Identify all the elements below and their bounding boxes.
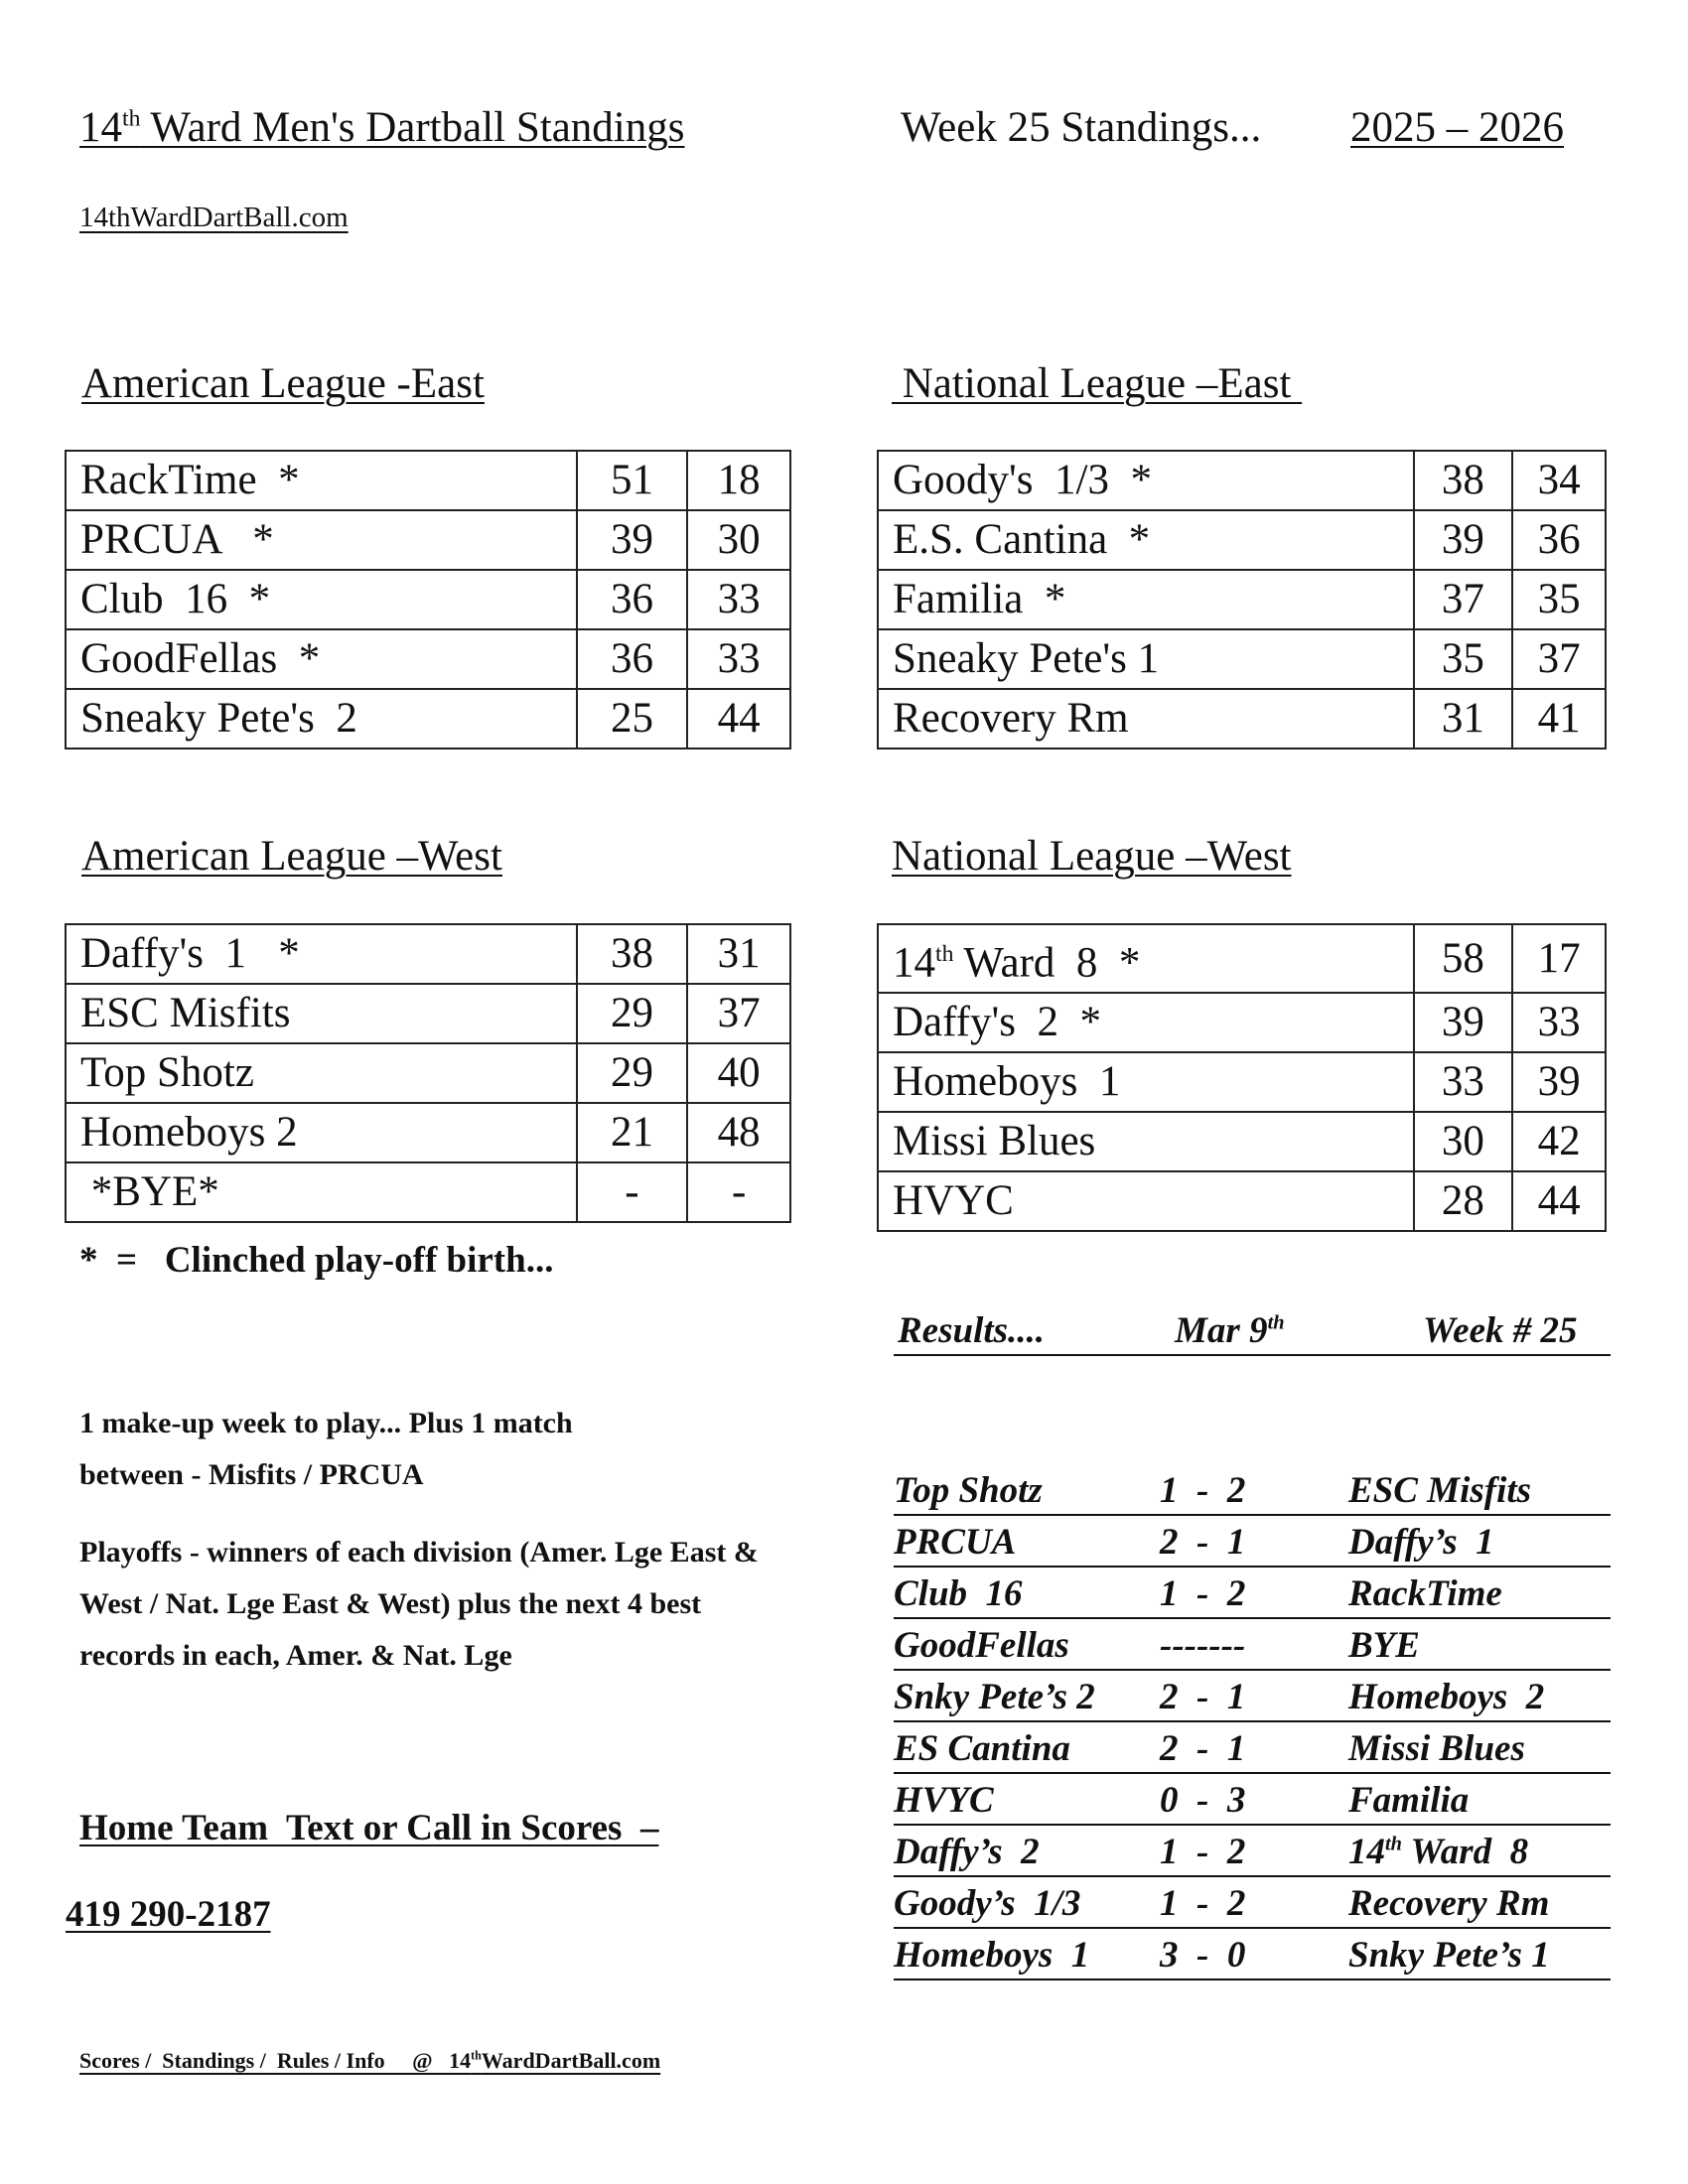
season-label: 2025 – 2026 [1350, 104, 1564, 151]
team-wins: 21 [577, 1103, 688, 1162]
results-header [894, 1308, 1611, 1356]
team-name: Sneaky Pete's 2 [66, 689, 577, 749]
team-wins: 38 [1414, 451, 1513, 510]
result-away-team: Daffy’s 1 [1348, 1522, 1494, 1563]
team-wins: - [577, 1162, 688, 1222]
result-away-team: Familia [1348, 1780, 1470, 1821]
team-losses: 33 [687, 629, 790, 689]
team-name: Missi Blues [878, 1112, 1414, 1171]
result-home-team: Club 16 [894, 1573, 1023, 1614]
standings-row [878, 570, 1606, 629]
result-row [894, 1617, 1611, 1671]
standings-row [878, 629, 1606, 689]
team-losses: 37 [687, 984, 790, 1043]
team-losses: 35 [1512, 570, 1606, 629]
result-away-team: 14th Ward 8 [1348, 1832, 1529, 1872]
al-west-heading: American League –West [81, 833, 502, 880]
standings-row [878, 689, 1606, 749]
team-name: Familia * [878, 570, 1414, 629]
result-row [894, 1927, 1611, 1980]
results-date: Mar 9th [1175, 1310, 1285, 1351]
result-score: 1 - 2 [1160, 1573, 1246, 1614]
team-losses: 31 [687, 924, 790, 984]
playoffs-note: Playoffs - winners of each division (Amer. Lge East & West / Nat. Lge East & West) plus the next 4 best records in each, Amer. & Nat. Lge [79, 1536, 759, 1672]
team-losses: 39 [1512, 1052, 1606, 1112]
team-wins: 31 [1414, 689, 1513, 749]
nl-west-table [877, 923, 1607, 1232]
team-name: Daffy's 1 * [66, 924, 577, 984]
result-away-team: Snky Pete’s 1 [1348, 1935, 1550, 1976]
standings-row [66, 451, 790, 510]
result-away-team: ESC Misfits [1348, 1470, 1532, 1511]
makeup-note: 1 make-up week to play... Plus 1 match between - Misfits / PRCUA [79, 1407, 573, 1491]
standings-row [66, 1162, 790, 1222]
team-wins: 28 [1414, 1171, 1513, 1231]
result-home-team: GoodFellas [894, 1625, 1069, 1666]
team-losses: 17 [1512, 924, 1606, 993]
result-score: 3 - 0 [1160, 1935, 1246, 1976]
standings-row [66, 1043, 790, 1103]
team-wins: 25 [577, 689, 688, 749]
team-name: Club 16 * [66, 570, 577, 629]
result-row [894, 1566, 1611, 1619]
team-losses: 44 [1512, 1171, 1606, 1231]
team-wins: 51 [577, 451, 688, 510]
team-name: RackTime * [66, 451, 577, 510]
team-name: Recovery Rm [878, 689, 1414, 749]
team-wins: 37 [1414, 570, 1513, 629]
result-home-team: Daffy’s 2 [894, 1832, 1040, 1872]
team-name: Top Shotz [66, 1043, 577, 1103]
al-east-heading: American League -East [81, 360, 485, 407]
team-losses: 37 [1512, 629, 1606, 689]
team-name: Sneaky Pete's 1 [878, 629, 1414, 689]
result-home-team: Homeboys 1 [894, 1935, 1090, 1976]
team-wins: 39 [1414, 993, 1513, 1052]
standings-row [66, 984, 790, 1043]
result-away-team: BYE [1348, 1625, 1420, 1666]
result-score: 2 - 1 [1160, 1677, 1246, 1717]
result-row [894, 1772, 1611, 1826]
result-score: 2 - 1 [1160, 1522, 1246, 1563]
standings-row [878, 993, 1606, 1052]
team-losses: 33 [1512, 993, 1606, 1052]
result-score: 1 - 2 [1160, 1832, 1246, 1872]
standings-row [66, 510, 790, 570]
standings-row [878, 1171, 1606, 1231]
team-name: Homeboys 1 [878, 1052, 1414, 1112]
call-in-label: Home Team Text or Call in Scores – [79, 1808, 659, 1848]
team-wins: 36 [577, 629, 688, 689]
nl-east-table [877, 450, 1607, 750]
team-losses: 40 [687, 1043, 790, 1103]
result-score: 0 - 3 [1160, 1780, 1246, 1821]
result-row [894, 1514, 1611, 1568]
standings-row [66, 1103, 790, 1162]
team-name: PRCUA * [66, 510, 577, 570]
week-label: Week 25 Standings... [901, 104, 1262, 151]
phone-number[interactable]: 419 290-2187 [66, 1894, 271, 1935]
result-home-team: PRCUA [894, 1522, 1017, 1563]
result-away-team: RackTime [1348, 1573, 1502, 1614]
team-losses: 30 [687, 510, 790, 570]
al-east-table [65, 450, 791, 750]
website-link[interactable]: 14thWardDartBall.com [79, 202, 349, 233]
result-row [894, 1824, 1611, 1877]
team-wins: 38 [577, 924, 688, 984]
standings-row [878, 1052, 1606, 1112]
standings-row [66, 689, 790, 749]
team-name: E.S. Cantina * [878, 510, 1414, 570]
results-label: Results.... [898, 1310, 1046, 1351]
team-name: Homeboys 2 [66, 1103, 577, 1162]
results-week: Week # 25 [1423, 1310, 1578, 1351]
team-wins: 36 [577, 570, 688, 629]
team-wins: 30 [1414, 1112, 1513, 1171]
result-row [894, 1720, 1611, 1774]
page-title: 14th Ward Men's Dartball Standings [79, 104, 685, 151]
team-losses: 41 [1512, 689, 1606, 749]
standings-row [878, 1112, 1606, 1171]
result-score: 2 - 1 [1160, 1728, 1246, 1769]
team-wins: 33 [1414, 1052, 1513, 1112]
team-name: 14th Ward 8 * [878, 924, 1414, 993]
team-wins: 29 [577, 984, 688, 1043]
standings-row [66, 570, 790, 629]
standings-row [878, 924, 1606, 993]
team-wins: 29 [577, 1043, 688, 1103]
result-row [894, 1462, 1611, 1516]
result-score: ------- [1160, 1625, 1246, 1666]
result-away-team: Recovery Rm [1348, 1883, 1550, 1924]
nl-west-heading: National League –West [892, 833, 1292, 880]
result-away-team: Homeboys 2 [1348, 1677, 1545, 1717]
team-losses: - [687, 1162, 790, 1222]
result-home-team: ES Cantina [894, 1728, 1070, 1769]
team-losses: 18 [687, 451, 790, 510]
team-name: *BYE* [66, 1162, 577, 1222]
team-name: GoodFellas * [66, 629, 577, 689]
team-losses: 36 [1512, 510, 1606, 570]
standings-row [878, 510, 1606, 570]
team-name: Daffy's 2 * [878, 993, 1414, 1052]
result-row [894, 1875, 1611, 1929]
result-home-team: HVYC [894, 1780, 994, 1821]
team-losses: 33 [687, 570, 790, 629]
team-losses: 42 [1512, 1112, 1606, 1171]
nl-east-heading: National League –East [892, 360, 1303, 407]
result-row [894, 1669, 1611, 1722]
result-away-team: Missi Blues [1348, 1728, 1525, 1769]
footer-links[interactable]: Scores / Standings / Rules / Info @ 14thWardDartBall.com [79, 2048, 661, 2073]
result-score: 1 - 2 [1160, 1883, 1246, 1924]
clinched-legend: * = Clinched play-off birth... [79, 1240, 554, 1281]
result-home-team: Goody’s 1/3 [894, 1883, 1081, 1924]
team-losses: 44 [687, 689, 790, 749]
result-home-team: Top Shotz [894, 1470, 1043, 1511]
result-score: 1 - 2 [1160, 1470, 1246, 1511]
team-name: ESC Misfits [66, 984, 577, 1043]
team-name: Goody's 1/3 * [878, 451, 1414, 510]
team-wins: 39 [577, 510, 688, 570]
team-name: HVYC [878, 1171, 1414, 1231]
team-wins: 35 [1414, 629, 1513, 689]
team-wins: 39 [1414, 510, 1513, 570]
al-west-table [65, 923, 791, 1223]
standings-row [878, 451, 1606, 510]
result-home-team: Snky Pete’s 2 [894, 1677, 1095, 1717]
team-losses: 48 [687, 1103, 790, 1162]
team-wins: 58 [1414, 924, 1513, 993]
standings-row [66, 924, 790, 984]
team-losses: 34 [1512, 451, 1606, 510]
standings-row [66, 629, 790, 689]
